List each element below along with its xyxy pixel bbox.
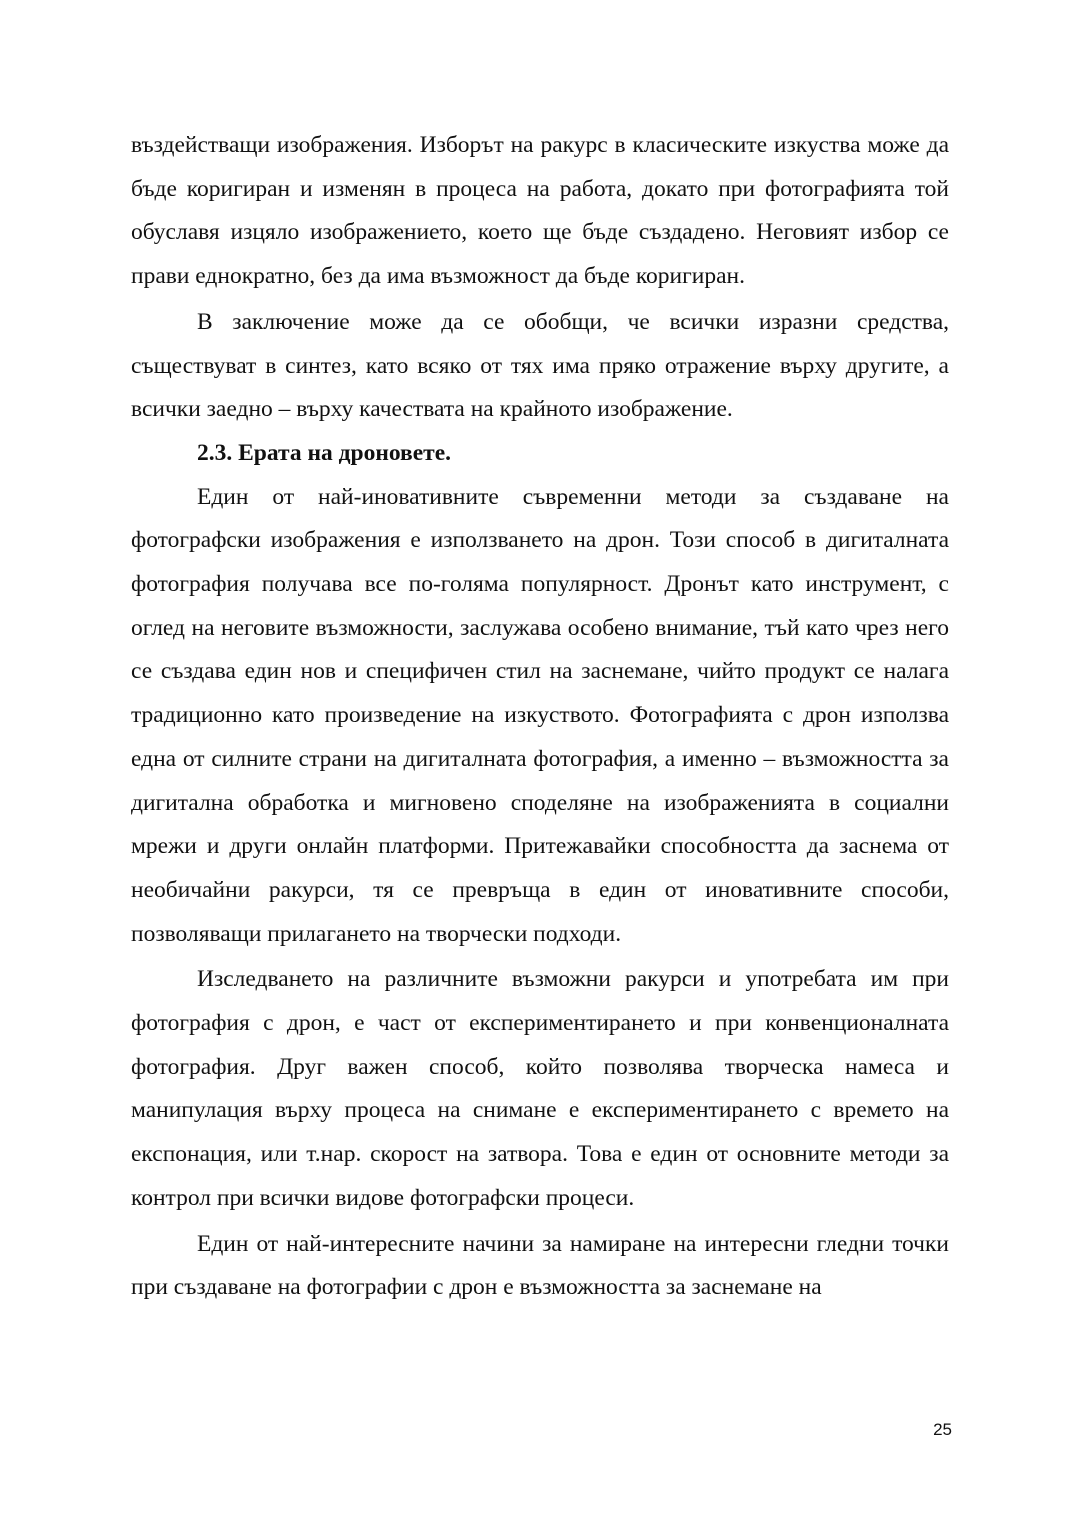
paragraph-angles: Изследването на различните възможни ракурси и употребата им при фотография с дрон, е част от експериментирането и при конвенционалната фотография. Друг важен способ, който позволява творческа намеса и манипулация върху процеса на снимане е експериментирането с времето на експонация, или т.нар. скорост на затвора. Това е един от основните методи за контрол при всички видове фотографски процеси.	[131, 966, 949, 1211]
paragraph-conclusion: В заключение може да се обобщи, че всички изразни средства, съществуват в синтез, като всяко от тях има пряко отражение върху другите, а всички заедно – върху качествата на крайното изображение.	[131, 308, 949, 423]
paragraph-drone-intro: Един от най-иновативните съвременни методи за създаване на фотографски изображения е използването на дрон. Този способ в дигиталната фотография получава все по-голяма популярност. Дронът като инструмент, с оглед на неговите възможности, заслужава особено внимание, тъй като чрез него се създава един нов и специфичен стил на заснемане, чийто продукт се налага традиционно като произведение на изкуството. Фотографията с дрон използва една от силните страни на дигиталната фотография, а именно – възможността за дигитална обработка и мигновено споделяне на изображенията в социални мрежи и други онлайн платформи. Притежавайки способността да заснема от необичайни ракурси, тя се превръща в един от иновативните способи, позволяващи прилагането на творчески подходи.	[131, 483, 949, 947]
page-number: 25	[933, 1420, 952, 1439]
body-text	[131, 124, 949, 1310]
paragraph-viewpoints: Един от най-интересните начини за намиране на интересни гледни точки при създаване на фотографии с дрон е възможността за заснемане на	[131, 1230, 949, 1301]
paragraph-continuation: въздействащи изображения. Изборът на ракурс в класическите изкуства може да бъде коригиран и изменян в процеса на работа, докато при фотографията той обуславя изцяло изображението, което ще бъде създадено. Неговият избор се прави еднократно, без да има възможност да бъде коригиран.	[131, 132, 949, 290]
section-heading: 2.3. Ерата на дроновете.	[197, 439, 452, 466]
